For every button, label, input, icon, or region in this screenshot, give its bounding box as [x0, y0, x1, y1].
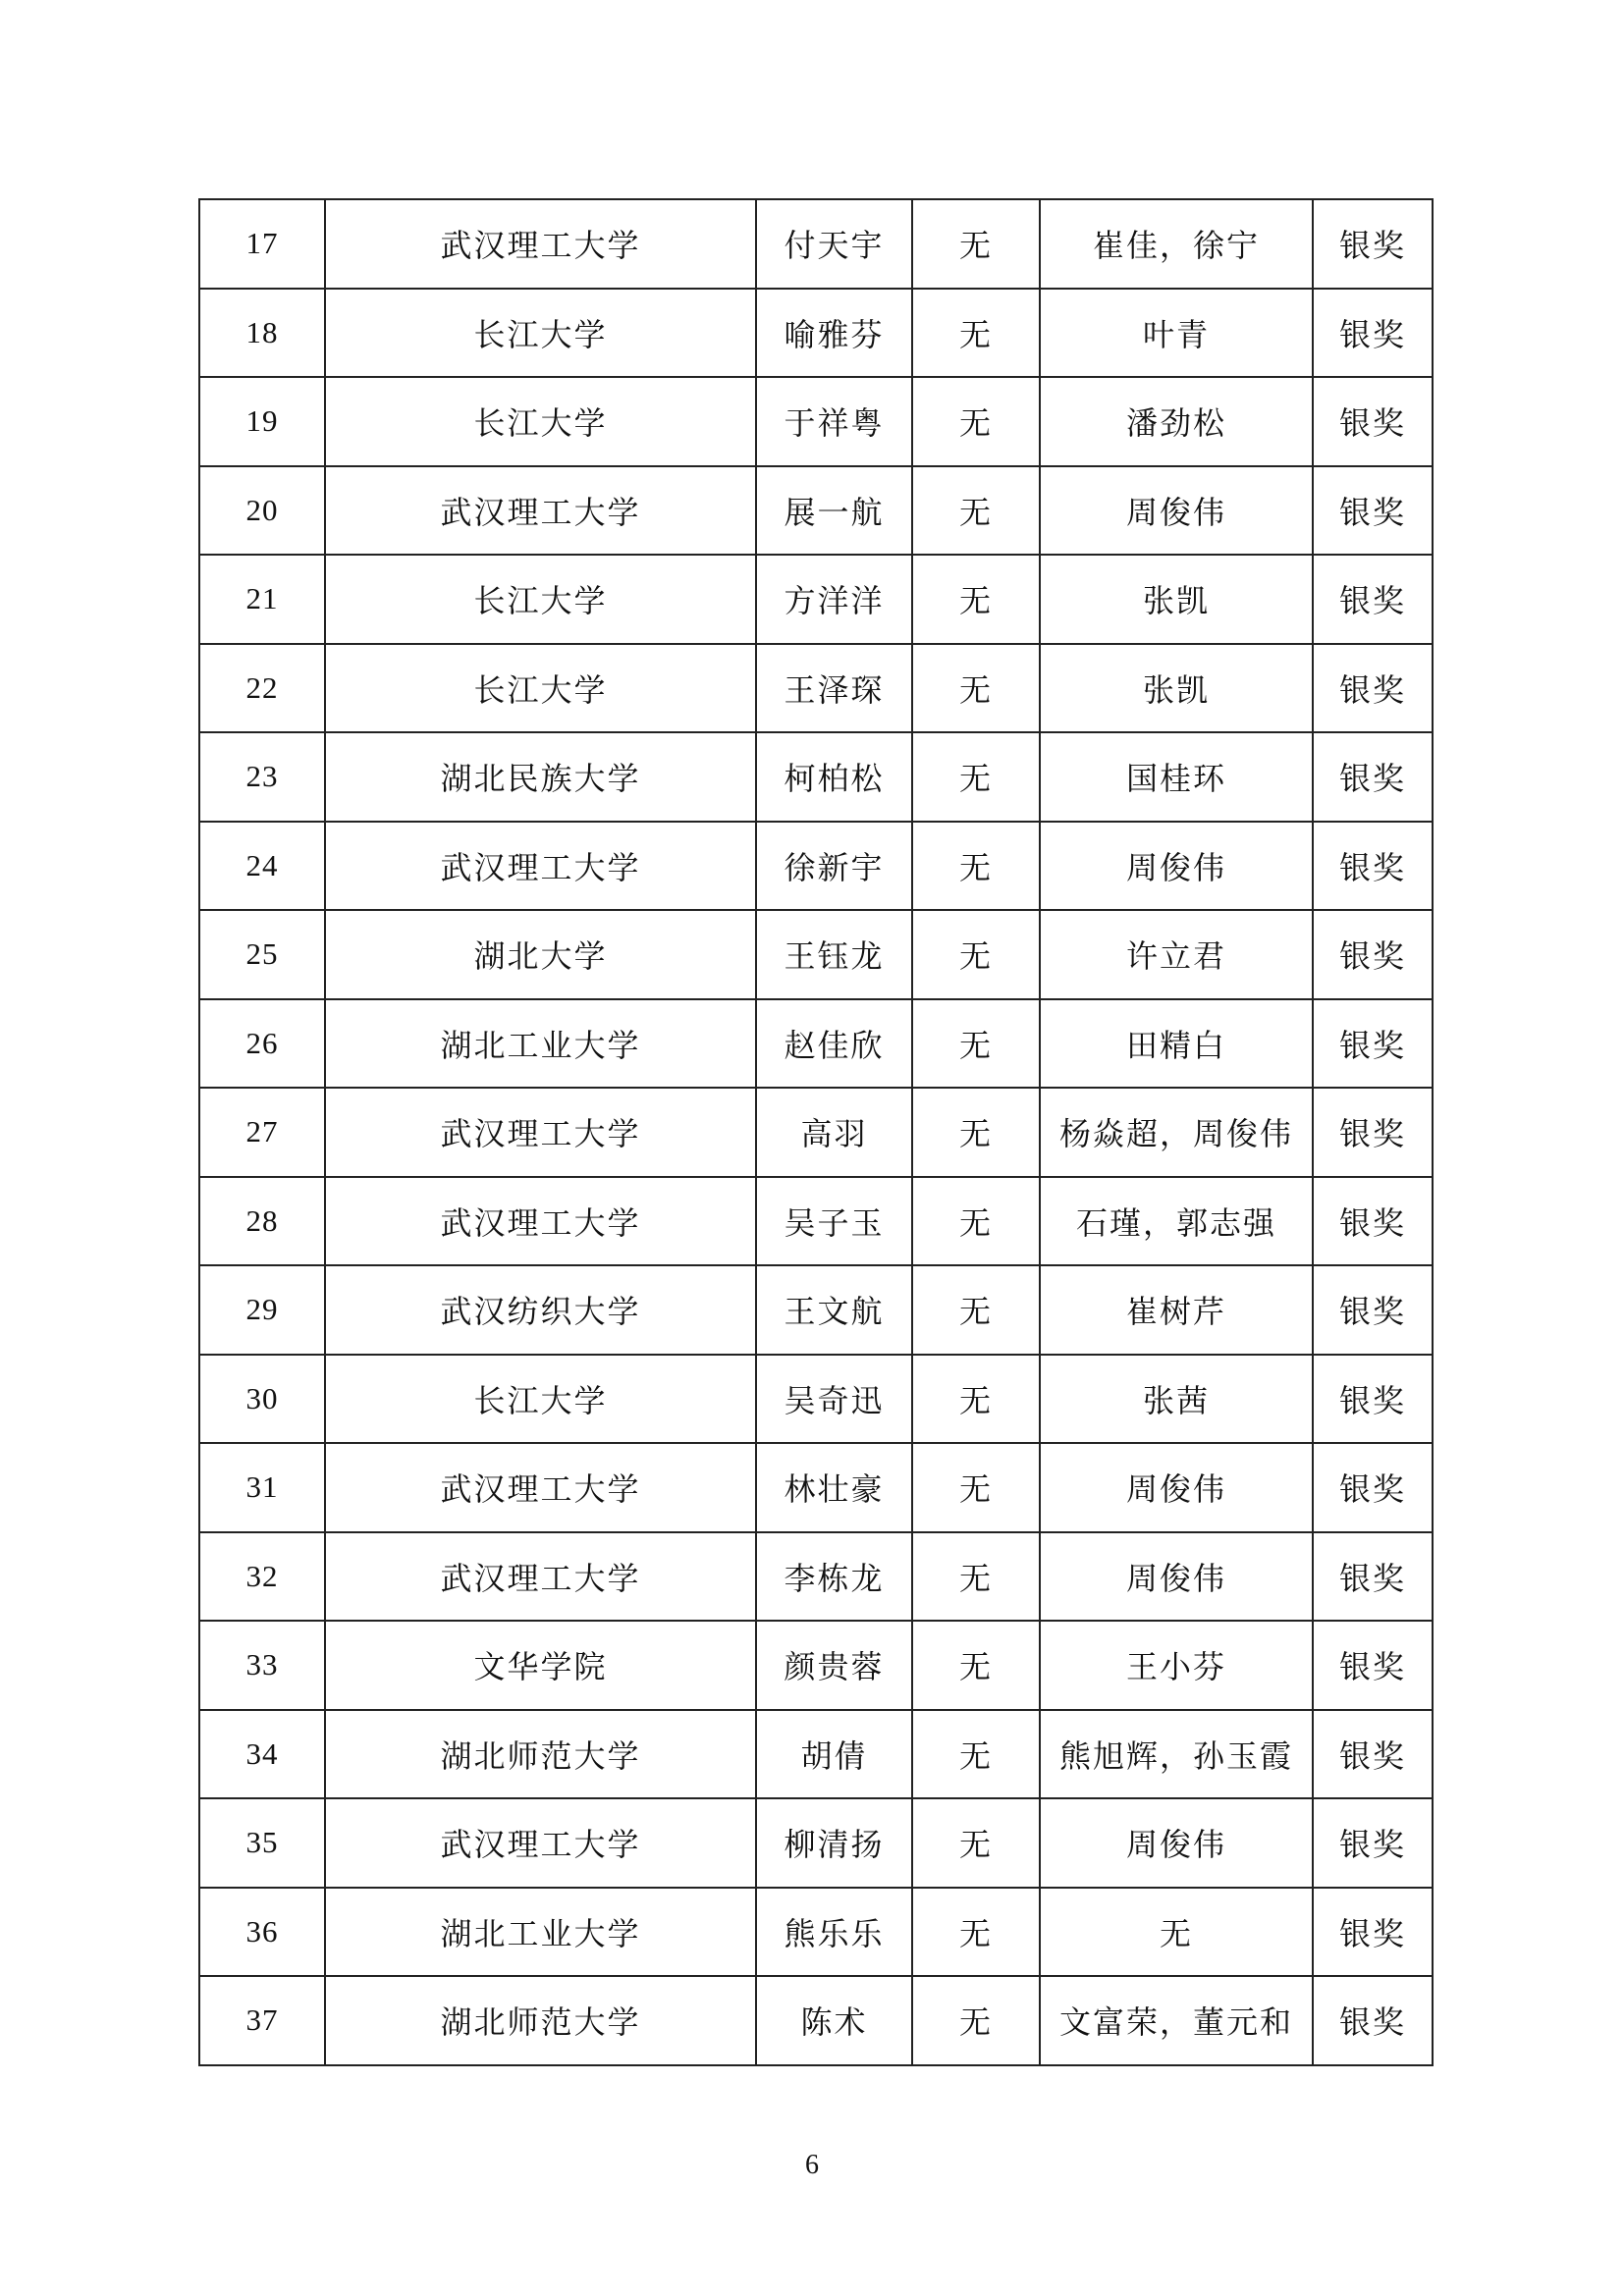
cell-award: 银奖: [1313, 999, 1433, 1089]
cell-name: 李栋龙: [756, 1532, 912, 1622]
cell-school: 武汉理工大学: [325, 199, 756, 289]
cell-award: 银奖: [1313, 910, 1433, 999]
cell-name: 吴子玉: [756, 1177, 912, 1266]
table-row: [199, 822, 1433, 911]
cell-name: 王泽琛: [756, 644, 912, 733]
cell-col4: 无: [912, 1710, 1040, 1799]
cell-advisor: 崔佳，徐宁: [1040, 199, 1313, 289]
cell-school: 长江大学: [325, 377, 756, 466]
cell-name: 颜贵蓉: [756, 1621, 912, 1710]
table-row: [199, 910, 1433, 999]
cell-award: 银奖: [1313, 1710, 1433, 1799]
cell-name: 赵佳欣: [756, 999, 912, 1089]
cell-school: 武汉纺织大学: [325, 1265, 756, 1355]
cell-name: 胡倩: [756, 1710, 912, 1799]
cell-award: 银奖: [1313, 1177, 1433, 1266]
cell-name: 喻雅芬: [756, 289, 912, 378]
cell-award: 银奖: [1313, 1976, 1433, 2065]
cell-number: 22: [199, 644, 325, 733]
cell-col4: 无: [912, 1798, 1040, 1888]
cell-advisor: 叶青: [1040, 289, 1313, 378]
cell-advisor: 无: [1040, 1888, 1313, 1977]
cell-school: 长江大学: [325, 644, 756, 733]
cell-col4: 无: [912, 555, 1040, 644]
cell-advisor: 潘劲松: [1040, 377, 1313, 466]
cell-number: 17: [199, 199, 325, 289]
cell-number: 21: [199, 555, 325, 644]
cell-number: 36: [199, 1888, 325, 1977]
award-table: [198, 198, 1434, 2066]
cell-col4: 无: [912, 377, 1040, 466]
cell-advisor: 周俊伟: [1040, 1443, 1313, 1532]
table-row: [199, 1621, 1433, 1710]
cell-name: 付天宇: [756, 199, 912, 289]
cell-award: 银奖: [1313, 732, 1433, 822]
table-row: [199, 1355, 1433, 1444]
cell-number: 35: [199, 1798, 325, 1888]
cell-number: 27: [199, 1088, 325, 1177]
cell-col4: 无: [912, 999, 1040, 1089]
table-row: [199, 1798, 1433, 1888]
cell-col4: 无: [912, 1443, 1040, 1532]
cell-col4: 无: [912, 1265, 1040, 1355]
table-row: [199, 1443, 1433, 1532]
cell-advisor: 张茜: [1040, 1355, 1313, 1444]
cell-name: 高羽: [756, 1088, 912, 1177]
cell-award: 银奖: [1313, 1088, 1433, 1177]
cell-award: 银奖: [1313, 466, 1433, 556]
cell-award: 银奖: [1313, 1621, 1433, 1710]
cell-school: 湖北工业大学: [325, 1888, 756, 1977]
cell-number: 18: [199, 289, 325, 378]
table-row: [199, 644, 1433, 733]
table-row: [199, 732, 1433, 822]
cell-award: 银奖: [1313, 822, 1433, 911]
cell-school: 湖北大学: [325, 910, 756, 999]
cell-number: 24: [199, 822, 325, 911]
cell-number: 23: [199, 732, 325, 822]
cell-school: 长江大学: [325, 1355, 756, 1444]
cell-number: 19: [199, 377, 325, 466]
cell-name: 方洋洋: [756, 555, 912, 644]
cell-school: 武汉理工大学: [325, 1798, 756, 1888]
cell-col4: 无: [912, 1355, 1040, 1444]
cell-school: 湖北师范大学: [325, 1976, 756, 2065]
cell-award: 银奖: [1313, 1443, 1433, 1532]
table-row: [199, 555, 1433, 644]
cell-col4: 无: [912, 910, 1040, 999]
cell-number: 30: [199, 1355, 325, 1444]
cell-advisor: 王小芬: [1040, 1621, 1313, 1710]
cell-number: 37: [199, 1976, 325, 2065]
award-table-body: [199, 199, 1433, 2065]
cell-school: 湖北师范大学: [325, 1710, 756, 1799]
table-row: [199, 466, 1433, 556]
table-row: [199, 1265, 1433, 1355]
cell-advisor: 石瑾，郭志强: [1040, 1177, 1313, 1266]
cell-name: 陈术: [756, 1976, 912, 2065]
cell-advisor: 周俊伟: [1040, 822, 1313, 911]
cell-award: 银奖: [1313, 1355, 1433, 1444]
cell-advisor: 周俊伟: [1040, 466, 1313, 556]
cell-col4: 无: [912, 1177, 1040, 1266]
cell-school: 长江大学: [325, 555, 756, 644]
table-row: [199, 377, 1433, 466]
cell-advisor: 张凯: [1040, 644, 1313, 733]
table-row: [199, 289, 1433, 378]
cell-school: 武汉理工大学: [325, 466, 756, 556]
cell-number: 20: [199, 466, 325, 556]
cell-name: 柳清扬: [756, 1798, 912, 1888]
cell-number: 28: [199, 1177, 325, 1266]
cell-col4: 无: [912, 199, 1040, 289]
cell-name: 吴奇迅: [756, 1355, 912, 1444]
cell-award: 银奖: [1313, 1532, 1433, 1622]
cell-school: 武汉理工大学: [325, 1532, 756, 1622]
cell-advisor: 许立君: [1040, 910, 1313, 999]
cell-number: 26: [199, 999, 325, 1089]
cell-name: 展一航: [756, 466, 912, 556]
cell-school: 长江大学: [325, 289, 756, 378]
cell-col4: 无: [912, 644, 1040, 733]
cell-col4: 无: [912, 1532, 1040, 1622]
cell-school: 文华学院: [325, 1621, 756, 1710]
cell-advisor: 田精白: [1040, 999, 1313, 1089]
cell-school: 湖北民族大学: [325, 732, 756, 822]
cell-name: 柯柏松: [756, 732, 912, 822]
cell-award: 银奖: [1313, 199, 1433, 289]
cell-award: 银奖: [1313, 644, 1433, 733]
table-row: [199, 1088, 1433, 1177]
cell-name: 王钰龙: [756, 910, 912, 999]
cell-col4: 无: [912, 822, 1040, 911]
cell-award: 银奖: [1313, 1798, 1433, 1888]
cell-col4: 无: [912, 732, 1040, 822]
page-number: 6: [805, 2150, 819, 2180]
cell-advisor: 杨焱超，周俊伟: [1040, 1088, 1313, 1177]
table-row: [199, 1710, 1433, 1799]
cell-number: 31: [199, 1443, 325, 1532]
cell-col4: 无: [912, 466, 1040, 556]
table-row: [199, 1177, 1433, 1266]
cell-school: 湖北工业大学: [325, 999, 756, 1089]
table-row: [199, 199, 1433, 289]
cell-advisor: 熊旭辉，孙玉霞: [1040, 1710, 1313, 1799]
cell-school: 武汉理工大学: [325, 822, 756, 911]
cell-number: 32: [199, 1532, 325, 1622]
cell-col4: 无: [912, 1976, 1040, 2065]
cell-advisor: 周俊伟: [1040, 1532, 1313, 1622]
cell-name: 熊乐乐: [756, 1888, 912, 1977]
cell-col4: 无: [912, 1888, 1040, 1977]
cell-col4: 无: [912, 1621, 1040, 1710]
cell-award: 银奖: [1313, 1888, 1433, 1977]
cell-award: 银奖: [1313, 289, 1433, 378]
cell-award: 银奖: [1313, 1265, 1433, 1355]
cell-name: 王文航: [756, 1265, 912, 1355]
cell-advisor: 周俊伟: [1040, 1798, 1313, 1888]
table-row: [199, 1976, 1433, 2065]
cell-award: 银奖: [1313, 377, 1433, 466]
award-table-container: [198, 198, 1432, 2066]
cell-number: 33: [199, 1621, 325, 1710]
table-row: [199, 999, 1433, 1089]
cell-advisor: 崔树芹: [1040, 1265, 1313, 1355]
table-row: [199, 1532, 1433, 1622]
cell-award: 银奖: [1313, 555, 1433, 644]
cell-col4: 无: [912, 1088, 1040, 1177]
cell-name: 于祥粤: [756, 377, 912, 466]
cell-col4: 无: [912, 289, 1040, 378]
cell-number: 25: [199, 910, 325, 999]
cell-name: 林壮豪: [756, 1443, 912, 1532]
cell-number: 34: [199, 1710, 325, 1799]
cell-school: 武汉理工大学: [325, 1088, 756, 1177]
cell-advisor: 国桂环: [1040, 732, 1313, 822]
cell-name: 徐新宇: [756, 822, 912, 911]
cell-number: 29: [199, 1265, 325, 1355]
table-row: [199, 1888, 1433, 1977]
cell-school: 武汉理工大学: [325, 1443, 756, 1532]
cell-school: 武汉理工大学: [325, 1177, 756, 1266]
cell-advisor: 张凯: [1040, 555, 1313, 644]
cell-advisor: 文富荣，董元和: [1040, 1976, 1313, 2065]
